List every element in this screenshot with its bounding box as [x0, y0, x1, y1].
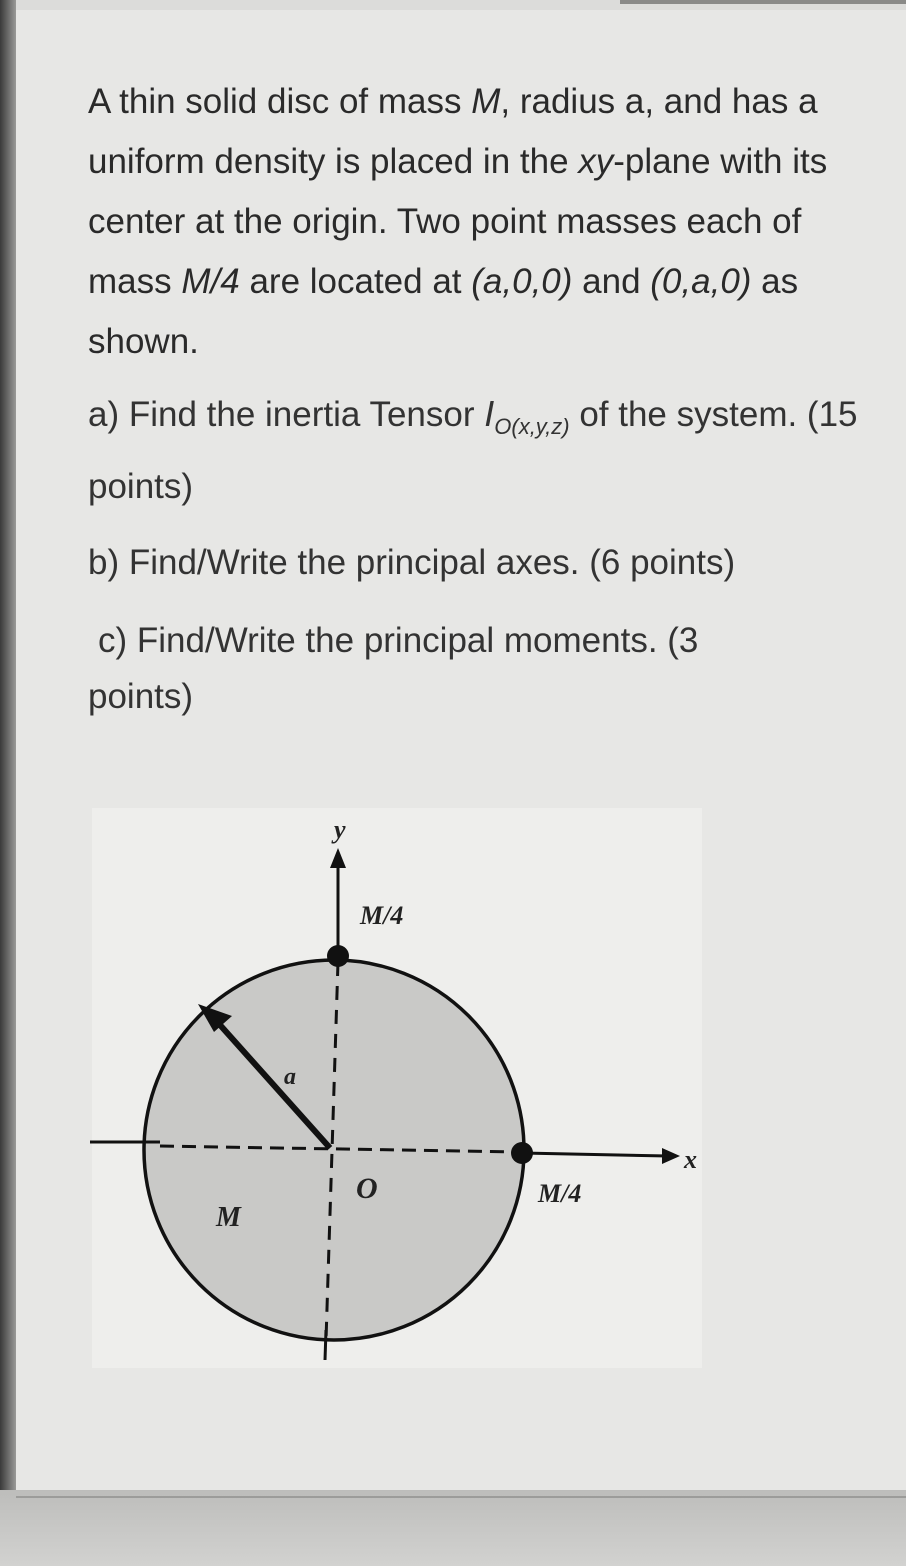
intro-text: -plane with its center at the origin. Two point masses each of mass — [88, 142, 828, 301]
top-point-mass — [327, 945, 349, 967]
right-mass-label: M/4 — [538, 1179, 582, 1208]
bottom-divider — [16, 1496, 906, 1498]
origin-label: O — [356, 1172, 378, 1205]
y-axis-arrow-icon — [330, 848, 346, 868]
intro-text: and — [572, 262, 651, 301]
radius-label: a — [284, 1064, 296, 1090]
plane-symbol: xy — [578, 142, 614, 181]
y-axis-bottom — [325, 1330, 326, 1360]
bottom-band — [0, 1490, 906, 1566]
point-mass-symbol: M/4 — [181, 262, 240, 301]
x-axis-arrow-icon — [662, 1148, 680, 1164]
y-axis-label: y — [334, 815, 346, 844]
mass-symbol: M — [471, 82, 501, 121]
disc-mass-label: M — [216, 1202, 241, 1233]
part-a-text: a) Find the inertia Tensor — [88, 395, 485, 434]
point-1-coords: (a,0,0) — [471, 262, 573, 301]
part-c-continued: points) — [88, 677, 194, 716]
intro-text: A thin solid disc of mass — [88, 82, 472, 121]
intro-text: are located at — [239, 262, 472, 301]
intro-text: as shown. — [88, 262, 799, 361]
tensor-symbol: I — [484, 393, 495, 434]
top-mass-label: M/4 — [360, 901, 404, 930]
part-b: b) Find/Write the principal axes. (6 points) — [88, 543, 736, 582]
disc — [144, 960, 524, 1340]
x-axis-right — [522, 1153, 668, 1156]
tensor-subscript: O(x,y,z) — [494, 414, 570, 439]
x-axis-label: x — [684, 1145, 697, 1174]
right-point-mass — [511, 1142, 533, 1164]
point-2-coords: (0,a,0) — [650, 262, 752, 301]
part-a-text: of the system. (15 points) — [88, 395, 858, 506]
intro-text: , radius a, and has a uniform density is placed in the — [88, 82, 818, 181]
part-c: c) Find/Write the principal moments. (3 — [98, 621, 699, 660]
